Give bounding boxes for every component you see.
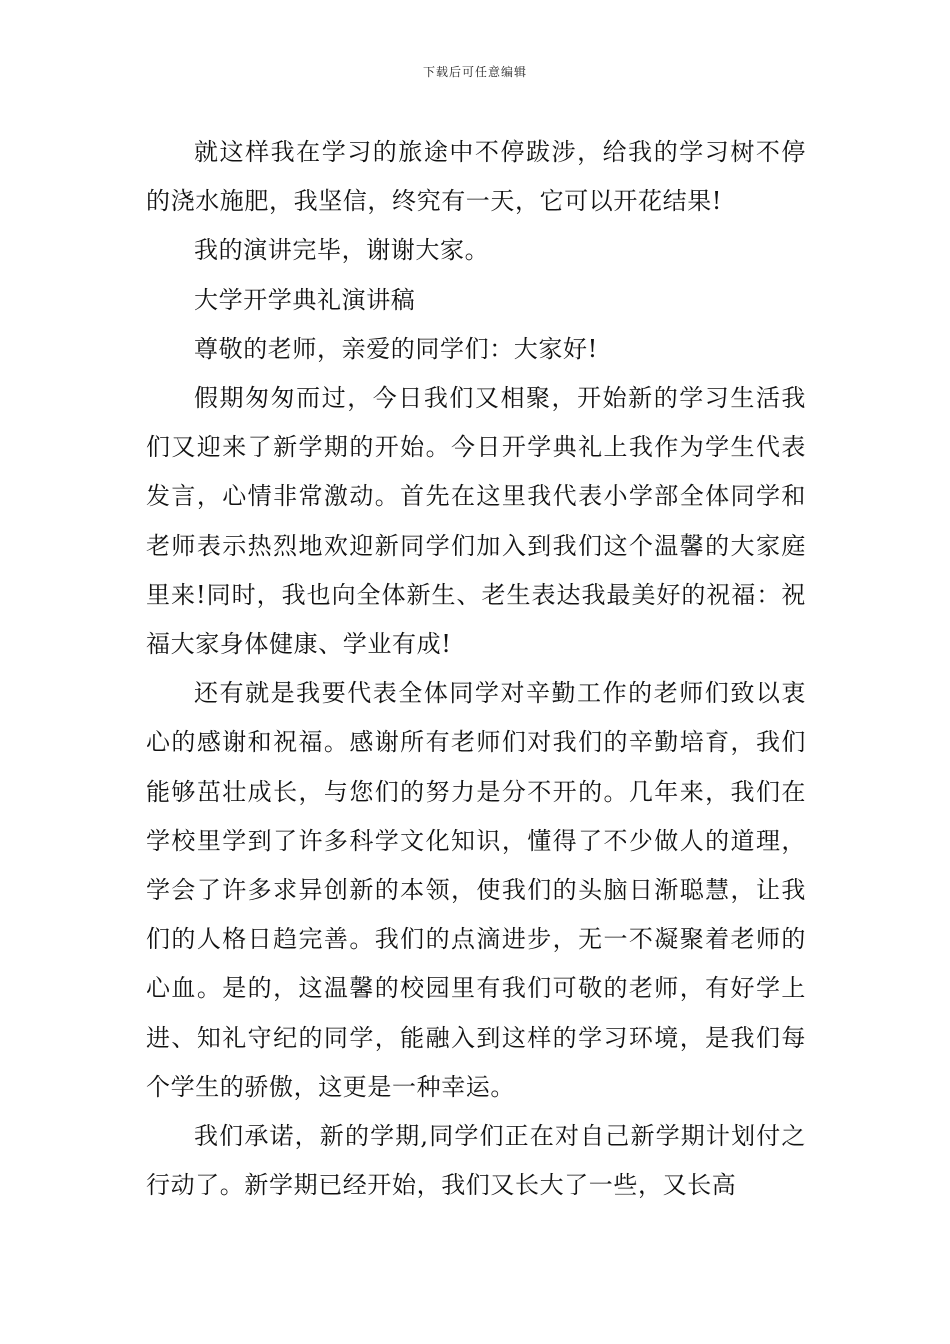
paragraph-1: 就这样我在学习的旅途中不停跋涉，给我的学习树不停的浇水施肥，我坚信，终究有一天，它可以开花结果! <box>146 138 806 216</box>
paragraph-5: 假期匆匆而过，今日我们又相聚，开始新的学习生活我们又迎来了新学期的开始。今日开学典礼上我作为学生代表发言，心情非常激动。首先在这里我代表小学部全体同学和老师表示热烈地欢迎新同学们加入到我们这个温馨的大家庭里来!同时，我也向全体新生、老生表达我最美好的祝福：祝福大家身体健康、学业有成! <box>146 384 806 659</box>
paragraph-7: 我们承诺，新的学期,同学们正在对自己新学期计划付之行动了。新学期已经开始，我们又长大了一些，又长高 <box>146 1122 806 1200</box>
paragraph-6: 还有就是我要代表全体同学对辛勤工作的老师们致以衷心的感谢和祝福。感谢所有老师们对我们的辛勤培育，我们能够茁壮成长，与您们的努力是分不开的。几年来，我们在学校里学到了许多科学文化知识，懂得了不少做人的道理，学会了许多求异创新的本领，使我们的头脑日渐聪慧，让我们的人格日趋完善。我们的点滴进步，无一不凝聚着老师的心血。是的，这温馨的校园里有我们可敬的老师，有好学上进、知礼守纪的同学，能融入到这样的学习环境，是我们每个学生的骄傲，这更是一种幸运。 <box>146 679 806 1101</box>
salutation: 尊敬的老师，亲爱的同学们：大家好! <box>194 334 598 363</box>
document-body <box>146 128 806 1210</box>
speech-title: 大学开学典礼演讲稿 <box>194 285 416 314</box>
paragraph-2: 我的演讲完毕，谢谢大家。 <box>194 236 490 265</box>
page-header: 下载后可任意编辑 <box>422 65 527 79</box>
